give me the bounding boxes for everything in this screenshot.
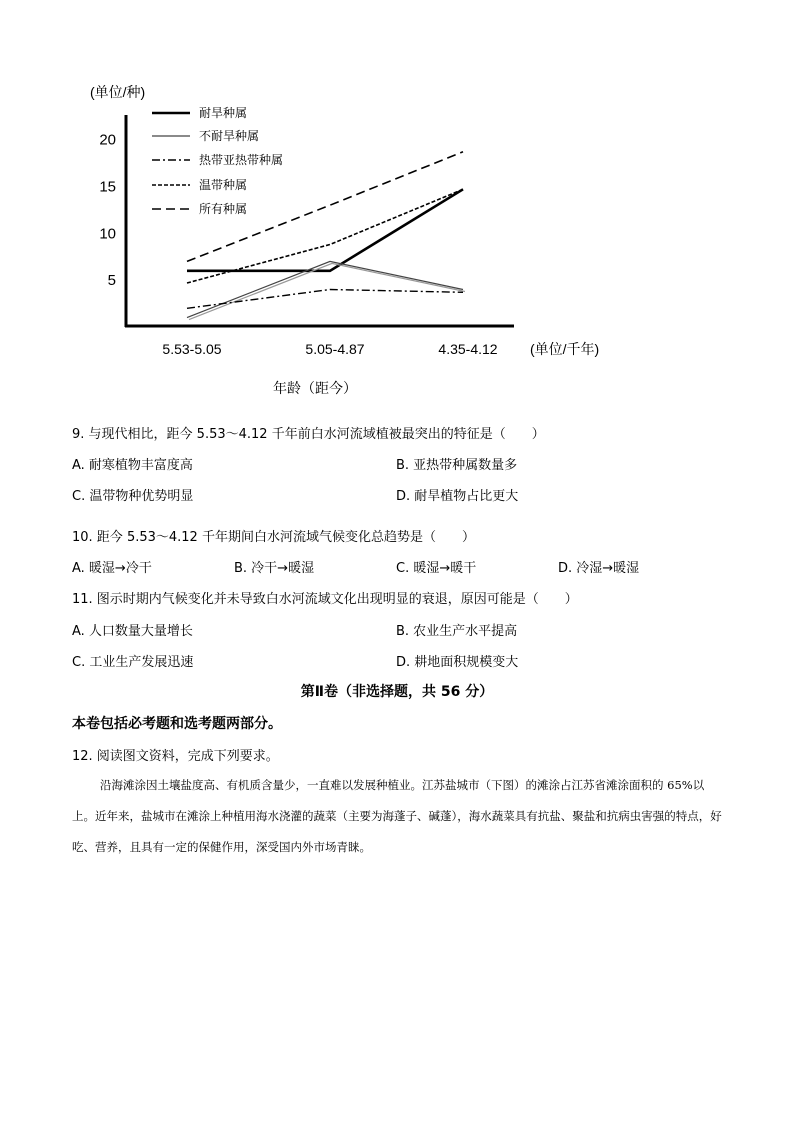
q9-option-c[interactable]: C. 温带物种优势明显 [72,489,194,504]
x-tick-label: 5.53-5.05 [162,341,222,357]
section-2-title: 第Ⅱ卷（非选择题，共 56 分） [300,684,494,700]
x-axis-title: 年龄（距今） [273,380,357,396]
question-11-stem: 11. 图示时期内气候变化并未导致白水河流域文化出现明显的衰退，原因可能是（ ） [72,592,578,607]
series-lines [187,152,465,320]
y-tick-label: 5 [107,272,116,290]
x-axis-unit-label: (单位/千年) [530,341,600,357]
q11-option-c[interactable]: C. 工业生产发展迅速 [72,655,194,670]
question-12-stem: 12. 阅读图文资料，完成下列要求。 [72,749,279,764]
q11-option-b[interactable]: B. 农业生产水平提高 [396,624,518,639]
x-tick-labels [162,341,497,357]
species-line-chart [0,0,794,410]
y-axis-unit-label: (单位/种) [90,84,146,100]
series-line-3 [187,290,463,309]
q9-option-a[interactable]: A. 耐寒植物丰富度高 [72,458,193,473]
legend-label: 不耐旱种属 [199,129,260,143]
section-2-intro: 本卷包括必考题和选考题两部分。 [72,716,282,732]
q11-option-a[interactable]: A. 人口数量大量增长 [72,624,193,639]
question-10-stem: 10. 距今 5.53～4.12 千年期间白水河流域气候变化总趋势是（ ） [72,530,475,545]
x-tick-label: 4.35-4.12 [438,341,498,357]
question-12-passage: 沿海滩涂因土壤盐度高、有机质含量少，一直难以发展种植业。江苏盐城市（下图）的滩涂占江苏省滩涂面积的 65%以上。近年来，盐城市在滩涂上种植用海水浇灌的蔬菜（主要为海蓬子、碱蓬），海水蔬菜具有抗盐、聚盐和抗病虫害强的特点，好吃、营养，且具有一定的保健作用，深受国内外市场青睐。 [72,778,722,854]
legend-label: 耐旱种属 [199,106,248,120]
legend-label: 热带亚热带种属 [199,153,284,167]
x-tick-label: 5.05-4.87 [305,341,365,357]
q10-option-a[interactable]: A. 暖湿→冷干 [72,561,152,576]
q9-option-d[interactable]: D. 耐旱植物占比更大 [396,489,519,504]
question-9-stem: 9. 与现代相比，距今 5.53～4.12 千年前白水河流域植被最突出的特征是（ ） [72,427,545,442]
legend-label: 温带种属 [199,178,248,192]
q11-option-d[interactable]: D. 耕地面积规模变大 [396,655,519,670]
y-tick-label: 20 [99,131,116,149]
q10-option-c[interactable]: C. 暖湿→暖干 [396,561,477,576]
legend-label: 所有种属 [199,202,248,216]
y-tick-label: 15 [99,178,116,196]
y-tick-label: 10 [99,225,116,243]
q10-option-d[interactable]: D. 冷湿→暖湿 [558,561,640,576]
chart-legend [152,105,283,216]
q9-option-b[interactable]: B. 亚热带种属数量多 [396,458,518,473]
y-tick-labels [99,132,116,290]
q10-option-b[interactable]: B. 冷干→暖湿 [234,561,315,576]
